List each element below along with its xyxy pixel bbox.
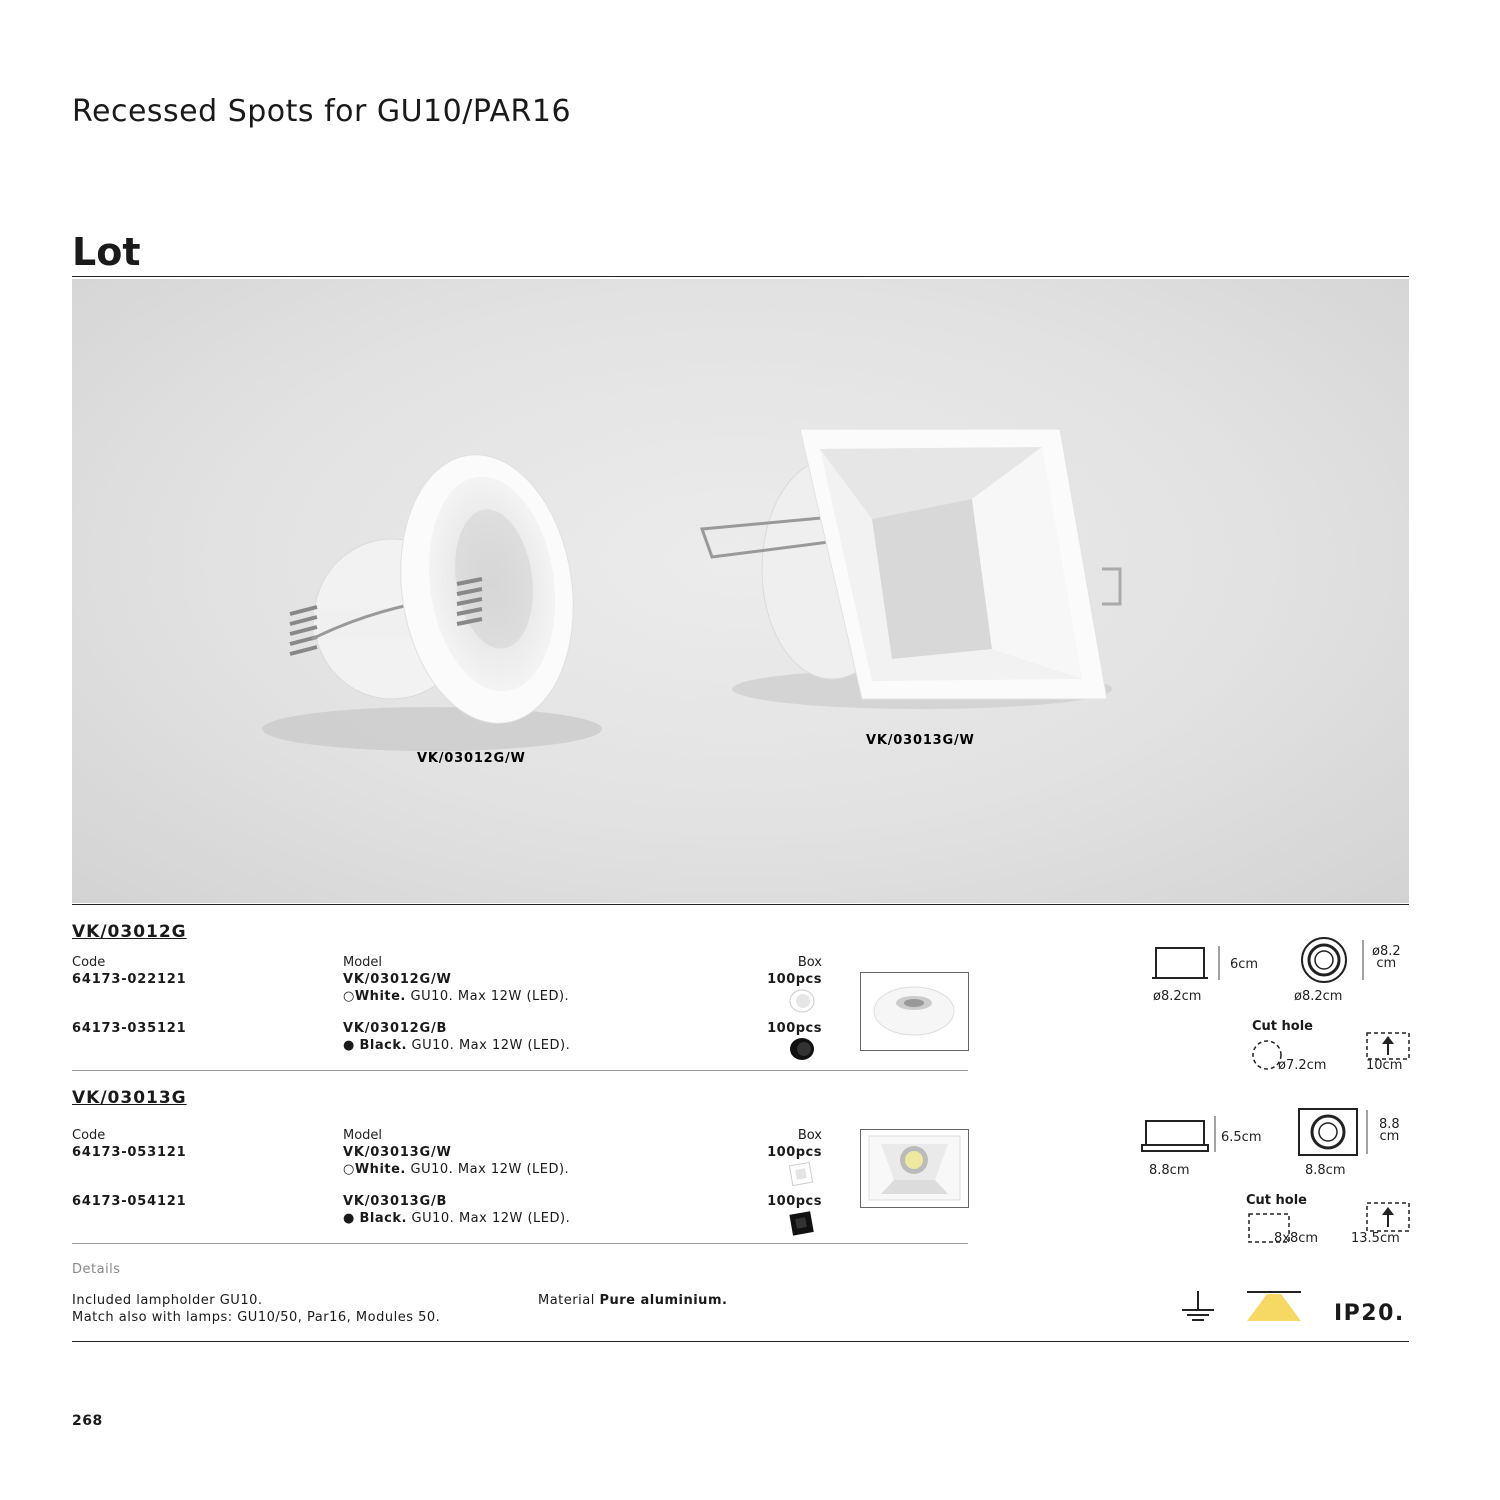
- details-line: Included lampholder GU10.: [72, 1293, 263, 1308]
- cut-hole-header: Cut hole: [1246, 1193, 1307, 1208]
- model-name: VK/03012G/B: [343, 1021, 448, 1036]
- depth-dimension: 10cm: [1366, 1058, 1403, 1073]
- size-unit: cm: [1379, 1129, 1400, 1144]
- product-code: 64173-053121: [72, 1145, 187, 1160]
- model-description: [343, 1162, 569, 1177]
- spec-text: GU10. Max 12W (LED).: [405, 989, 570, 1004]
- top-view-square-icon: [1296, 1106, 1362, 1158]
- color-word: Black.: [359, 1038, 407, 1053]
- page-title: Recessed Spots for GU10/PAR16: [72, 94, 572, 129]
- cut-hole-header: Cut hole: [1252, 1019, 1313, 1034]
- material-info: [538, 1292, 727, 1309]
- box-header: Box: [797, 1128, 822, 1143]
- spec-text: GU10. Max 12W (LED).: [406, 1211, 571, 1226]
- product-code: 64173-035121: [72, 1021, 187, 1036]
- width-dimension: 8.8cm: [1149, 1163, 1190, 1178]
- height-indicator-icon: [1214, 946, 1224, 980]
- depth-dimension: 13.5cm: [1351, 1231, 1400, 1246]
- product-divider: [72, 1243, 968, 1244]
- height-dimension: 6.5cm: [1221, 1130, 1262, 1145]
- model-description: [343, 1038, 570, 1053]
- model-header: Model: [343, 1128, 383, 1143]
- diameter-value: ø8.2: [1372, 944, 1401, 959]
- product-title: VK/03012G: [72, 922, 187, 942]
- model-name: VK/03013G/B: [343, 1194, 448, 1209]
- cut-hole-dimension: 8x8cm: [1274, 1231, 1319, 1246]
- diameter-indicator-icon: [1362, 1110, 1372, 1154]
- product-thumbnail: [860, 972, 969, 1051]
- details-header: Details: [72, 1262, 121, 1277]
- photo-bottom-rule: [72, 904, 1409, 905]
- diameter-dimension: [1372, 946, 1401, 970]
- white-round-swatch-icon: [786, 988, 818, 1014]
- material-label: Material: [538, 1293, 600, 1308]
- product-photo-illustration: [72, 279, 1409, 903]
- series-title: Lot: [72, 230, 141, 274]
- color-word: White.: [354, 1162, 406, 1177]
- black-dot-icon: ●: [343, 1038, 355, 1053]
- material-value: Pure aluminium.: [599, 1293, 728, 1308]
- height-indicator-icon: [1210, 1116, 1220, 1152]
- box-quantity: 100pcs: [767, 972, 822, 987]
- downlight-beam-icon: [1245, 1289, 1303, 1323]
- round-spot-thumbnail-icon: [861, 973, 968, 1050]
- white-square-swatch-icon: [786, 1161, 818, 1187]
- model-description: [343, 1211, 570, 1226]
- depth-arrow-icon: [1365, 1031, 1411, 1061]
- details-line: Match also with lamps: GU10/50, Par16, Modules 50.: [72, 1310, 441, 1325]
- width-dimension: ø8.2cm: [1153, 989, 1202, 1004]
- white-dot-icon: ○: [343, 1162, 355, 1177]
- cut-hole-dimension: ø7.2cm: [1278, 1058, 1327, 1073]
- black-dot-icon: ●: [343, 1211, 355, 1226]
- box-quantity: 100pcs: [767, 1194, 822, 1209]
- depth-arrow-icon: [1365, 1201, 1411, 1233]
- color-word: Black.: [359, 1211, 407, 1226]
- photo-label-square: VK/03013G/W: [866, 733, 975, 748]
- ip-rating: IP20.: [1334, 1301, 1405, 1326]
- series-rule: [72, 276, 1409, 277]
- box-header: Box: [797, 955, 822, 970]
- product-code: 64173-022121: [72, 972, 187, 987]
- spec-text: GU10. Max 12W (LED).: [405, 1162, 570, 1177]
- model-name: VK/03013G/W: [343, 1145, 452, 1160]
- diameter-indicator-icon: [1358, 940, 1368, 980]
- code-header: Code: [72, 1128, 106, 1143]
- product-photo: [72, 279, 1409, 903]
- black-square-swatch-icon: [786, 1209, 818, 1237]
- color-word: White.: [354, 989, 406, 1004]
- diameter-unit: cm: [1376, 956, 1397, 971]
- product-code: 64173-054121: [72, 1194, 187, 1209]
- page-number: 268: [72, 1413, 103, 1429]
- ground-symbol-icon: [1178, 1289, 1218, 1325]
- details-bottom-rule: [72, 1341, 1409, 1342]
- model-name: VK/03012G/W: [343, 972, 452, 987]
- model-header: Model: [343, 955, 383, 970]
- size-value: 8.8: [1379, 1117, 1400, 1132]
- details-text: [72, 1292, 440, 1326]
- product-thumbnail: [860, 1129, 969, 1208]
- height-dimension: 6cm: [1230, 957, 1259, 972]
- white-dot-icon: ○: [343, 989, 355, 1004]
- size-dimension: [1379, 1119, 1400, 1143]
- photo-label-round: VK/03012G/W: [417, 751, 526, 766]
- model-description: [343, 989, 569, 1004]
- box-quantity: 100pcs: [767, 1145, 822, 1160]
- black-round-swatch-icon: [786, 1036, 818, 1062]
- top-width-dimension: ø8.2cm: [1294, 989, 1343, 1004]
- side-profile-icon: [1150, 942, 1210, 984]
- product-divider: [72, 1070, 968, 1071]
- top-width-dimension: 8.8cm: [1305, 1163, 1346, 1178]
- box-quantity: 100pcs: [767, 1021, 822, 1036]
- square-spot-thumbnail-icon: [861, 1130, 968, 1207]
- code-header: Code: [72, 955, 106, 970]
- top-view-round-icon: [1292, 936, 1356, 986]
- product-title: VK/03013G: [72, 1088, 187, 1108]
- side-profile-icon: [1140, 1116, 1210, 1156]
- spec-text: GU10. Max 12W (LED).: [406, 1038, 571, 1053]
